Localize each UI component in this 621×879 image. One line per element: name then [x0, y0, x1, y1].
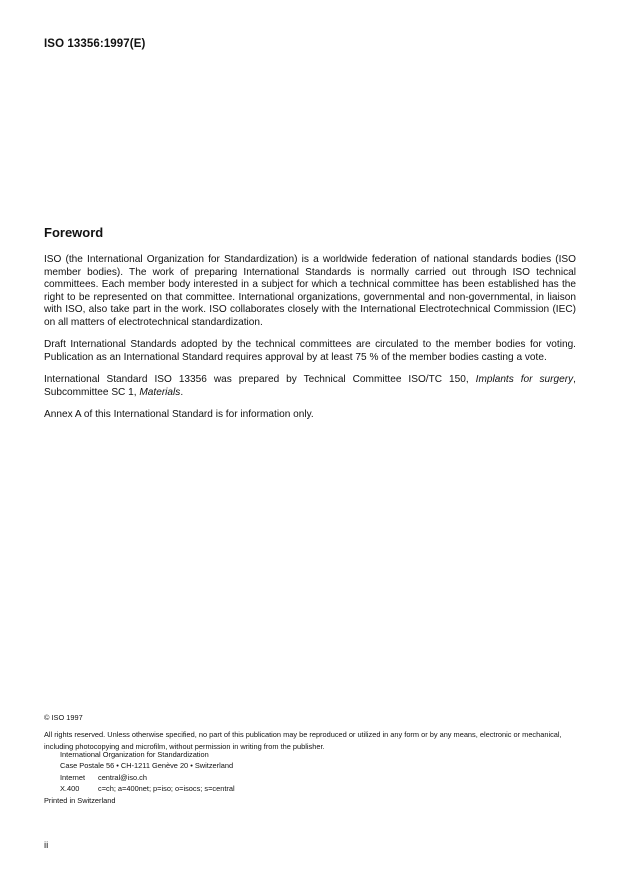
iso-address-block — [60, 749, 235, 794]
p3-text-middle: , Subcommittee SC 1, — [44, 374, 576, 398]
x400-label: X.400 — [60, 783, 80, 793]
internet-address: central@iso.ch — [98, 772, 147, 782]
foreword-paragraph-2: Draft International Standards adopted by the technical committees are circulated to the member bodies for voting. Publication as an International Standard requires approval by at least 75 % of the member bodies casting a vote. — [44, 339, 576, 363]
page-number: ii — [44, 840, 49, 851]
copyright-notice: © ISO 1997 — [44, 713, 83, 722]
internet-label: Internet — [60, 772, 86, 782]
p3-text-before: International Standard ISO 13356 was prepared by Technical Committee ISO/TC 150, — [44, 374, 476, 385]
subcommittee-name: Materials — [139, 386, 181, 398]
foreword-paragraph-3 — [44, 374, 576, 399]
postal-address: Case Postale 56 • CH-1211 Genève 20 • Switzerland — [60, 761, 234, 771]
rights-statement: All rights reserved. Unless otherwise specified, no part of this publication may be reproduced or utilized in any form or by any means, electronic or mechanical, including photocopying and microfilm, without permission in writing from the publisher. — [44, 730, 562, 752]
printed-in-notice: Printed in Switzerland — [44, 796, 116, 805]
x400-row — [60, 783, 235, 794]
organization-name: International Organization for Standardization — [60, 750, 209, 759]
foreword-paragraph-1: ISO (the International Organization for Standardization) is a worldwide federation of national standards bodies (ISO member bodies). The work of preparing International Standards is normally carried out through ISO technical committees. Each member body interested in a subject for which a technical committee has been established has the right to be represented on that committee. International organizations, governmental and non-governmental, in liaison with ISO, also take part in the work. ISO collaborates closely with the International Electrotechnical Commission (IEC) on all matters of electrotechnical standardization. — [44, 254, 576, 328]
foreword-paragraph-4: Annex A of this International Standard is for information only. — [44, 409, 314, 420]
foreword-heading: Foreword — [44, 225, 104, 240]
internet-row — [60, 772, 235, 783]
p3-text-after: . — [180, 386, 184, 398]
committee-name: Implants for surgery — [475, 374, 574, 385]
document-designation: ISO 13356:1997(E) — [44, 38, 146, 50]
x400-address: c=ch; a=400net; p=iso; o=isocs; s=central — [98, 783, 235, 793]
